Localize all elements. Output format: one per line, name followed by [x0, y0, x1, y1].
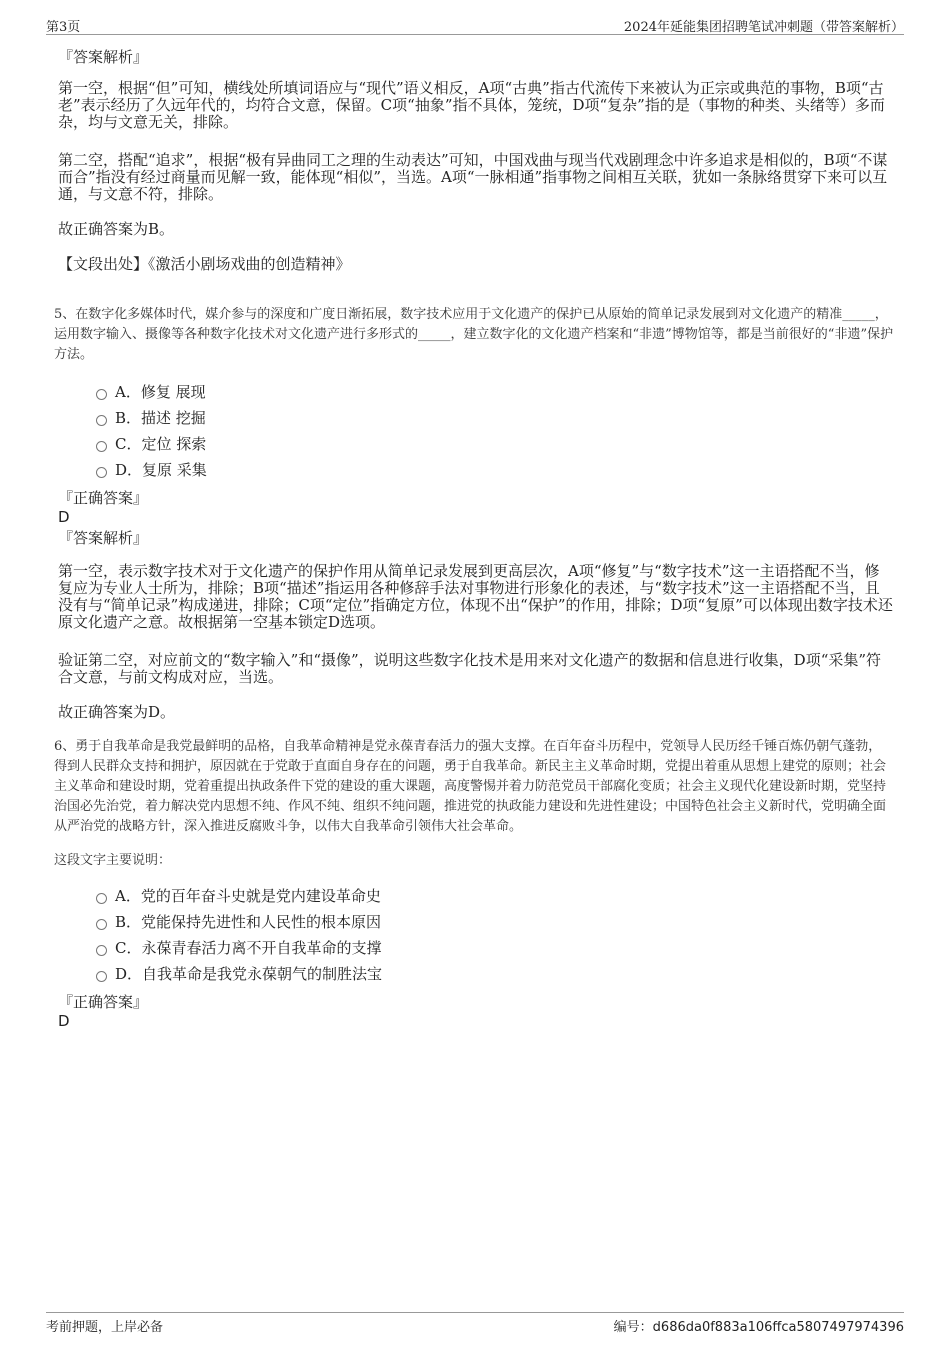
q6-option-a[interactable]	[96, 886, 381, 906]
option-letter: A．	[115, 383, 141, 401]
q6-correct-label: 『正确答案』	[58, 993, 149, 1011]
q5-question: 5、在数字化多媒体时代，媒介参与的深度和广度日渐拓展，数字技术应用于文化遗产的保护已从原始的简单记录发展到对文化遗产的精准_____，运用数字输入、摄像等各种数字化技术对文化遗产进行多形式的_____，建立数字化的文化遗产档案和“非遗”博物馆等，都是当前很好的“非遗”保护方法。	[54, 307, 894, 362]
radio-icon[interactable]	[96, 945, 107, 956]
document-title: 2024年延能集团招聘笔试冲刺题（带答案解析）	[623, 20, 904, 35]
document-code	[614, 1316, 904, 1335]
radio-icon[interactable]	[96, 389, 107, 400]
q6-question: 6、勇于自我革命是我党最鲜明的品格，自我革命精神是党永葆青春活力的强大支撑。在百年奋斗历程中，党领导人民历经千锤百炼仍朝气蓬勃，得到人民群众支持和拥护，原因就在于党敢于直面自身存在的问题，勇于自我革命。新民主主义革命时期，党提出着重从思想上建党的原则；社会主义革命和建设时期，党着重提出执政条件下党的建设的重大课题，高度警惕并着力防范党员干部腐化变质；社会主义现代化建设新时期，党坚持治国必先治党，着力解决党内思想不纯、作风不纯、组织不纯问题，推进党的执政能力建设和先进性建设；中国特色社会主义新时代，党明确全面从严治党的战略方针，深入推进反腐败斗争，以伟大自我革命引领伟大社会革命。	[54, 739, 887, 834]
option-text: 自我革命是我党永葆朝气的制胜法宝	[142, 965, 383, 983]
q5-option-a[interactable]	[96, 382, 206, 402]
q5-option-d[interactable]	[96, 460, 207, 480]
code-label: 编号：	[613, 1320, 653, 1335]
q4-analysis-label: 『答案解析』	[58, 48, 149, 66]
q5-option-c[interactable]	[96, 434, 206, 454]
option-letter: C．	[115, 435, 142, 453]
option-letter: D．	[115, 461, 143, 479]
q4-conclusion: 故正确答案为B。	[58, 220, 175, 238]
page-header	[46, 14, 904, 35]
q6-option-d[interactable]	[96, 964, 382, 984]
q4-source: 【文段出处】《激活小剧场戏曲的创造精神》	[58, 255, 351, 273]
q4-analysis-paragraph-1: 第一空，根据“但”可知，横线处所填词语应与“现代”语义相反，A项“古典”指古代流传下来被认为正宗或典范的事物，B项“古老”表示经历了久远年代的，均符合文意，保留。C项“抽象”指不具体，笼统，D项“复杂”指的是（事物的种类、头绪等）多而杂，均与文意无关，排除。	[58, 79, 885, 131]
q6-correct-answer: D	[58, 1012, 70, 1030]
option-text: 定位 探索	[141, 435, 207, 453]
page-footer	[46, 1312, 904, 1335]
option-letter: B．	[115, 913, 142, 931]
q6-prompt: 这段文字主要说明：	[54, 853, 172, 868]
option-text: 党能保持先进性和人民性的根本原因	[141, 913, 382, 931]
radio-icon[interactable]	[96, 467, 107, 478]
q6-option-c[interactable]	[96, 938, 382, 958]
q5-correct-label: 『正确答案』	[58, 489, 149, 507]
radio-icon[interactable]	[96, 893, 107, 904]
option-text: 永葆青春活力离不开自我革命的支撑	[141, 939, 382, 957]
q5-option-b[interactable]	[96, 408, 206, 428]
q5-analysis-paragraph-2: 验证第二空，对应前文的“数字输入”和“摄像”，说明这些数字化技术是用来对文化遗产的数据和信息进行收集，D项“采集”符合文意，与前文构成对应，当选。	[58, 651, 882, 686]
radio-icon[interactable]	[96, 441, 107, 452]
radio-icon[interactable]	[96, 919, 107, 930]
q5-analysis-label: 『答案解析』	[58, 529, 149, 547]
option-letter: D．	[115, 965, 143, 983]
option-text: 复原 采集	[142, 461, 207, 479]
option-text: 描述 挖掘	[141, 409, 206, 427]
option-text: 修复 展现	[140, 383, 206, 401]
q6-option-b[interactable]	[96, 912, 381, 932]
page-number: 第3页	[46, 20, 81, 35]
option-text: 党的百年奋斗史就是党内建设革命史	[140, 887, 381, 905]
option-letter: A．	[115, 887, 141, 905]
q5-correct-answer: D	[58, 508, 70, 526]
footer-slogan: 考前押题，上岸必备	[46, 1320, 164, 1335]
q5-analysis-paragraph-1: 第一空，表示数字技术对于文化遗产的保护作用从简单记录发展到更高层次，A项“修复”与“数字技术”这一主语搭配不当，修复应为专业人士所为，排除；B项“描述”指运用各种修辞手法对事物进行形象化的表述，与“数字技术”这一主语搭配不当，且没有与“简单记录”构成递进，排除；C项“定位”指确定方位，体现不出“保护”的作用，排除；D项“复原”可以体现出数字技术还原文化遗产之意。故根据第一空基本锁定D选项。	[58, 562, 893, 631]
code-value: d686da0f883a106ffca5807497974396	[652, 1320, 904, 1335]
radio-icon[interactable]	[96, 971, 107, 982]
q5-conclusion: 故正确答案为D。	[58, 703, 176, 721]
q4-analysis-paragraph-2: 第二空，搭配“追求”，根据“极有异曲同工之理的生动表达”可知，中国戏曲与现当代戏剧理念中许多追求是相似的，B项“不谋而合”指没有经过商量而见解一致，能体现“相似”，当选。A项“一脉相通”指事物之间相互关联，犹如一条脉络贯穿下来可以互通，与文意不符，排除。	[58, 151, 888, 203]
option-letter: C．	[115, 939, 142, 957]
option-letter: B．	[115, 409, 142, 427]
radio-icon[interactable]	[96, 415, 107, 426]
